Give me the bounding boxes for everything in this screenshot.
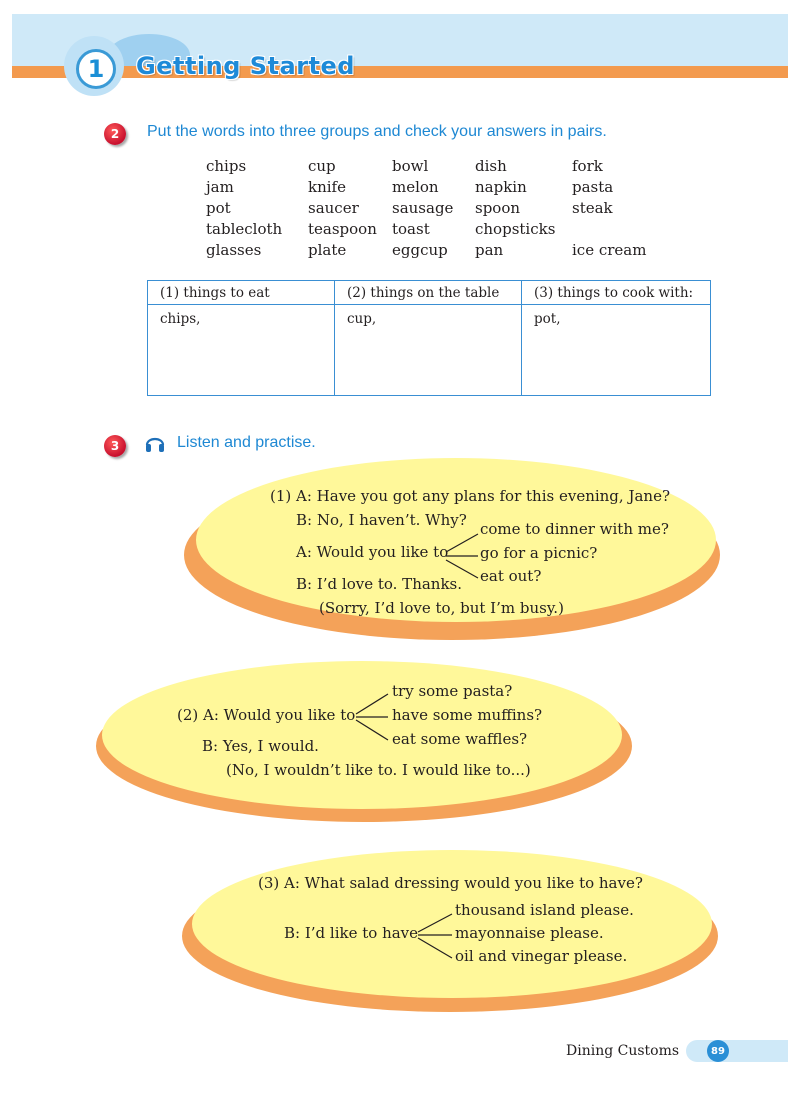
- dialog-1-option: go for a picnic?: [480, 544, 598, 562]
- dialog-2-line: (No, I wouldn’t like to. I would like to...): [226, 761, 531, 779]
- word: eggcup: [392, 241, 448, 259]
- word: pot: [206, 199, 231, 217]
- word: napkin: [475, 178, 527, 196]
- dialog-2-option: have some muffins?: [392, 706, 543, 724]
- dialog-3-option: oil and vinegar please.: [455, 947, 628, 965]
- footer-bar: [686, 1040, 788, 1062]
- section-number-badge: 1: [76, 49, 116, 89]
- word: spoon: [475, 199, 521, 217]
- word: glasses: [206, 241, 262, 259]
- dialog-1-option: eat out?: [480, 567, 542, 585]
- table-cell-cook[interactable]: pot,: [534, 311, 561, 327]
- word: knife: [308, 178, 346, 196]
- word: sausage: [392, 199, 454, 217]
- groups-table: [147, 280, 711, 396]
- word: melon: [392, 178, 439, 196]
- word: steak: [572, 199, 613, 217]
- table-header: (1) things to eat: [148, 281, 335, 305]
- word: fork: [572, 157, 603, 175]
- word: jam: [206, 178, 234, 196]
- branch-lines-2: [354, 692, 390, 742]
- dialog-3-option: thousand island please.: [455, 901, 634, 919]
- word: dish: [475, 157, 507, 175]
- exercise-3-badge: 3: [104, 435, 126, 457]
- dialog-2-line: (2) A: Would you like to: [177, 706, 356, 724]
- dialog-2-line: B: Yes, I would.: [202, 737, 319, 755]
- header-stripe: [12, 66, 788, 78]
- dialog-3-line: B: I’d like to have: [284, 924, 419, 942]
- word: toast: [392, 220, 430, 238]
- word: chips: [206, 157, 247, 175]
- dialog-3-line: (3) A: What salad dressing would you like to have?: [258, 874, 643, 892]
- word: saucer: [308, 199, 359, 217]
- word: cup: [308, 157, 336, 175]
- word: pasta: [572, 178, 614, 196]
- word: chopsticks: [475, 220, 556, 238]
- dialog-2-option: try some pasta?: [392, 682, 513, 700]
- branch-lines-1: [444, 532, 480, 580]
- dialog-2-option: eat some waffles?: [392, 730, 528, 748]
- footer-chapter: Dining Customs: [566, 1043, 680, 1059]
- dialog-1-line: (Sorry, I’d love to, but I’m busy.): [319, 599, 564, 617]
- word: bowl: [392, 157, 429, 175]
- word-list: [206, 157, 672, 262]
- word: [572, 220, 672, 241]
- dialog-3-option: mayonnaise please.: [455, 924, 604, 942]
- exercise-2-instruction: Put the words into three groups and check your answers in pairs.: [147, 123, 607, 140]
- exercise-3-instruction: Listen and practise.: [177, 434, 316, 451]
- dialog-1-line: B: I’d love to. Thanks.: [296, 575, 463, 593]
- word: tablecloth: [206, 220, 283, 238]
- page-number: 89: [707, 1040, 729, 1062]
- dialog-1-line: B: No, I haven’t. Why?: [296, 511, 467, 529]
- table-cell-table[interactable]: cup,: [335, 305, 522, 395]
- word: pan: [475, 241, 504, 259]
- branch-lines-3: [416, 912, 454, 962]
- section-title: Getting Started: [136, 52, 355, 80]
- table-cell-eat[interactable]: chips,: [148, 305, 335, 395]
- exercise-2-badge: 2: [104, 123, 126, 145]
- table-header: (3) things to cook with:: [522, 281, 710, 305]
- word: teaspoon: [308, 220, 377, 238]
- word: plate: [308, 241, 347, 259]
- word: ice cream: [572, 241, 647, 259]
- dialog-1-option: come to dinner with me?: [480, 520, 669, 538]
- dialog-1-line: A: Would you like to: [296, 543, 449, 561]
- table-header: (2) things on the table: [335, 281, 522, 305]
- dialog-1-line: (1) A: Have you got any plans for this evening, Jane?: [270, 487, 670, 505]
- headphones-icon[interactable]: [144, 432, 166, 454]
